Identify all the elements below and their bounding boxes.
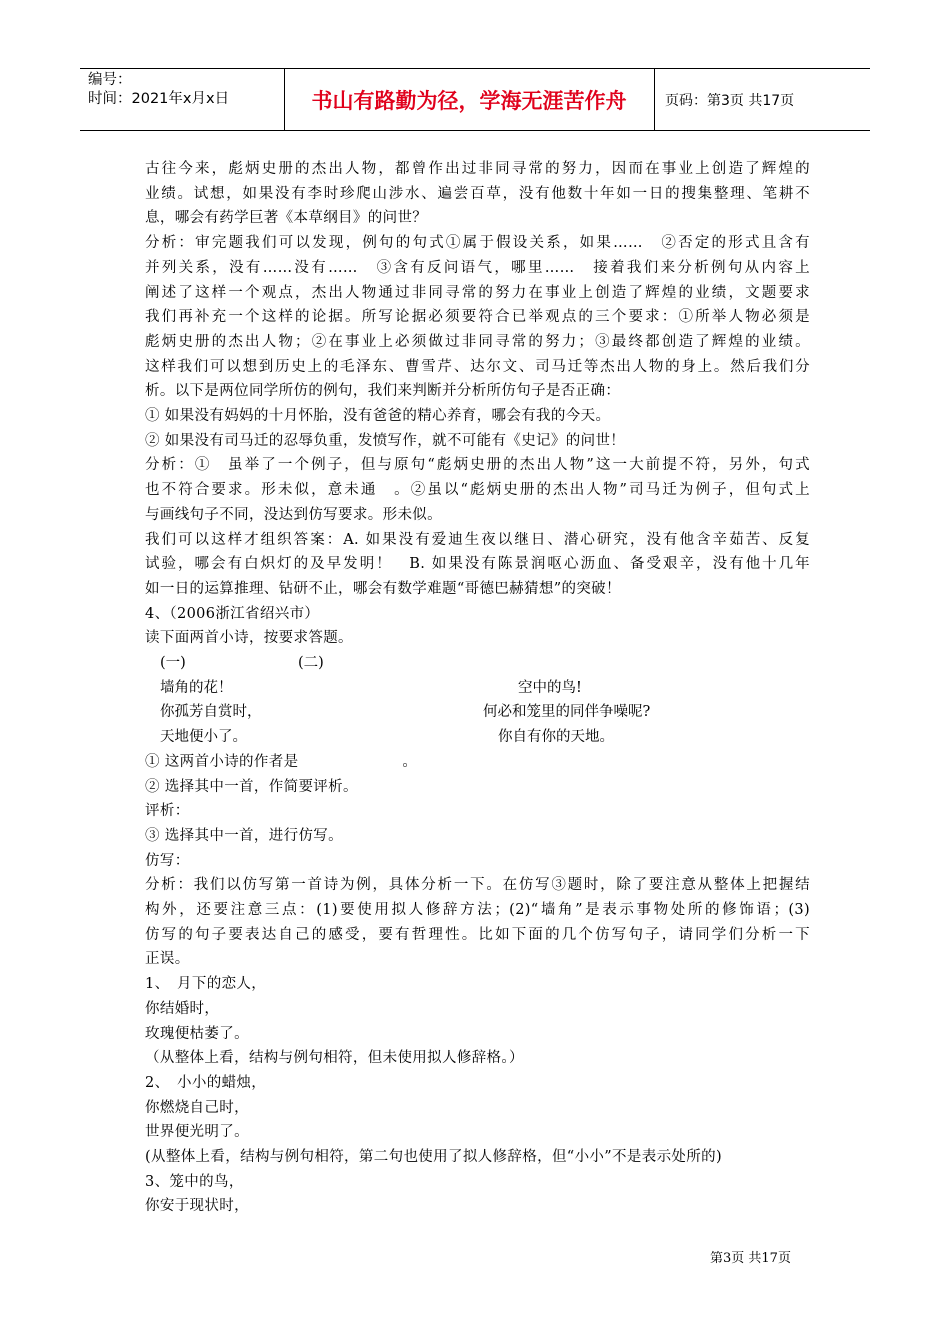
- body-line: 析。以下是两位同学所仿的例句，我们来判断并分析所仿句子是否正确：: [145, 383, 621, 400]
- body-line: 分析：审完题我们可以发现，例句的句式①属于假设关系，如果…… ②否定的形式且含有: [145, 235, 810, 252]
- body-line: ② 选择其中一首，作简要评析。: [145, 778, 358, 795]
- poem-line: 空中的鸟!: [518, 679, 582, 696]
- body-line: ② 如果没有司马迁的忍辱负重，发愤写作，就不可能有《史记》的问世！: [145, 432, 626, 449]
- body-line: 阐述了这样一个观点，杰出人物通过非同寻常的努力在事业上创造了辉煌的业绩，文题要求: [145, 284, 810, 301]
- body-line: 试验，哪会有白炽灯的及早发明！ B. 如果没有陈景润呕心沥血、备受艰辛，没有他十几年: [145, 556, 810, 573]
- poem-row: [145, 676, 810, 701]
- body-line: 你安于现状时，: [145, 1198, 249, 1215]
- body-line: 正误。: [145, 951, 190, 968]
- document-body: [145, 157, 810, 1219]
- body-line: 仿写的句子要表达自己的感受，要有哲理性。比如下面的几个仿写句子，请同学们分析一下: [145, 926, 810, 943]
- body-line: 息，哪会有药学巨著《本草纲目》的问世？: [145, 210, 428, 227]
- page-header: [80, 68, 870, 131]
- body-line: ③ 选择其中一首，进行仿写。: [145, 827, 344, 844]
- body-line: 3、笼中的鸟，: [145, 1173, 244, 1190]
- header-page-info: 页码：第3页 共17页: [665, 92, 795, 109]
- poem-line: 你孤芳自赏时，: [160, 704, 262, 721]
- body-line: (从整体上看，结构与例句相符，第二句也使用了拟人修辞格，但“小小”不是表示处所的): [145, 1149, 722, 1166]
- body-line: 玫瑰便枯萎了。: [145, 1025, 249, 1042]
- body-line: 2、 小小的蜡烛，: [145, 1074, 267, 1091]
- body-line: 古往今来，彪炳史册的杰出人物，都曾作出过非同寻常的努力，因而在事业上创造了辉煌的: [145, 161, 810, 177]
- body-line: 这样我们可以想到历史上的毛泽东、曹雪芹、达尔文、司马迁等杰出人物的身上。然后我们分: [145, 358, 810, 375]
- body-line: 分析：我们以仿写第一首诗为例，具体分析一下。在仿写③题时，除了要注意从整体上把握结: [145, 877, 810, 894]
- poem-heading: (二): [298, 655, 324, 672]
- body-line: 你燃烧自己时，: [145, 1099, 249, 1116]
- body-line: 我们可以这样才组织答案：A. 如果没有爱迪生夜以继日、潜心研究，没有他含辛茹苦、反复: [145, 531, 810, 548]
- header-divider: [654, 69, 655, 130]
- header-meta: [88, 71, 229, 109]
- body-line: 与画线句子不同，没达到仿写要求。形未似。: [145, 506, 442, 523]
- body-line: 我们再补充一个这样的论据。所写论据必须要符合已举观点的三个要求：①所举人物必须是: [145, 309, 810, 326]
- body-line: 业绩。试想，如果没有李时珍爬山涉水、遍尝百草，没有他数十年如一日的搜集整理、笔耕不: [145, 185, 810, 202]
- poem-line: 你自有你的天地。: [498, 729, 614, 746]
- body-line: ① 这两首小诗的作者是 。: [145, 753, 418, 770]
- body-line: 分析：① 虽举了一个例子，但与原句“彪炳史册的杰出人物”这一大前提不符，另外，句式: [145, 457, 810, 474]
- body-line: 评析：: [145, 803, 190, 820]
- page-footer: 第3页 共17页: [710, 1251, 791, 1266]
- body-line: 4、（2006浙江省绍兴市）: [145, 605, 320, 622]
- body-line: 构外，还要注意三点：(1)要使用拟人修辞方法；(2)“墙角”是表示事物处所的修饰语；(3): [145, 902, 810, 919]
- poem-row: [145, 725, 810, 750]
- poem-line: 何必和笼里的同伴争噪呢?: [483, 704, 651, 721]
- time-label: 时间：2021年x月x日: [88, 91, 230, 107]
- header-motto: 书山有路勤为径，学海无涯苦作舟: [311, 88, 627, 113]
- number-label: 编号：: [88, 72, 132, 88]
- body-line: 如一日的运算推理、钻研不止，哪会有数学难题“哥德巴赫猜想”的突破！: [145, 580, 621, 597]
- poem-headings: [145, 651, 810, 676]
- body-line: 世界便光明了。: [145, 1124, 249, 1141]
- body-line: 1、 月下的恋人，: [145, 976, 267, 993]
- body-line: （从整体上看，结构与例句相符，但未使用拟人修辞格。）: [145, 1050, 524, 1067]
- poem-line: 天地便小了。: [160, 729, 247, 746]
- poem-heading: (一): [160, 655, 186, 672]
- body-line: 并列关系，没有……没有…… ③含有反问语气，哪里…… 接着我们来分析例句从内容上: [145, 259, 810, 276]
- body-line: 彪炳史册的杰出人物；②在事业上必须做过非同寻常的努力；③最终都创造了辉煌的业绩。: [145, 333, 810, 350]
- body-line: 读下面两首小诗，按要求答题。: [145, 630, 353, 647]
- poem-row: [145, 700, 810, 725]
- body-line: 也不符合要求。形未似，意未通 。②虽以“彪炳史册的杰出人物”司马迁为例子，但句式上: [145, 482, 810, 499]
- body-line: 仿写：: [145, 852, 190, 869]
- poem-line: 墙角的花！: [160, 679, 233, 696]
- body-line: 你结婚时，: [145, 1000, 220, 1017]
- body-line: ① 如果没有妈妈的十月怀胎，没有爸爸的精心养育，哪会有我的今天。: [145, 408, 611, 425]
